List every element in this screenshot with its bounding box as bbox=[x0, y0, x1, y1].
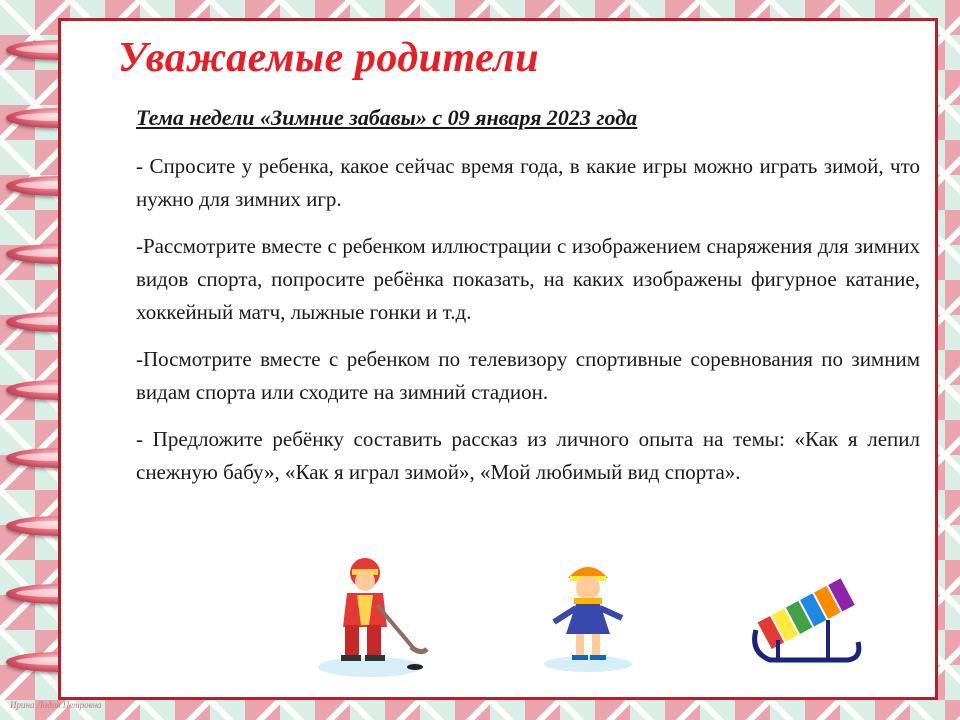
advice-paragraph: -Посмотрите вместе с ребенком по телевизору спортивные соревнования по зимним видам спорта или сходите на зимний стадион. bbox=[136, 347, 920, 404]
page-title: Уважаемые родители bbox=[118, 35, 540, 81]
hockey-player-illustration bbox=[315, 555, 430, 680]
advice-list bbox=[136, 150, 920, 503]
advice-paragraph: - Предложите ребёнку составить рассказ из личного опыта на темы: «Как я лепил снежную бабу», «Как я играл зимой», «Мой любимый вид спорта». bbox=[136, 427, 920, 484]
sled-illustration bbox=[748, 570, 863, 675]
advice-paragraph: - Спросите у ребенка, какое сейчас время года, в какие игры можно играть зимой, что нужно для зимних игр. bbox=[136, 154, 920, 211]
skater-girl-illustration bbox=[540, 560, 635, 675]
advice-paragraph: -Рассмотрите вместе с ребенком иллюстрации с изображением снаряжения для зимних видов спорта, попросите ребёнка показать, на каких изображены фигурное катание, хоккейный матч, лыжные гонки и т.д. bbox=[136, 234, 920, 324]
week-topic: Тема недели «Зимние забавы» с 09 января 2023 года bbox=[136, 105, 638, 130]
author-signature: Ирина Лидия Петровна bbox=[10, 700, 102, 710]
